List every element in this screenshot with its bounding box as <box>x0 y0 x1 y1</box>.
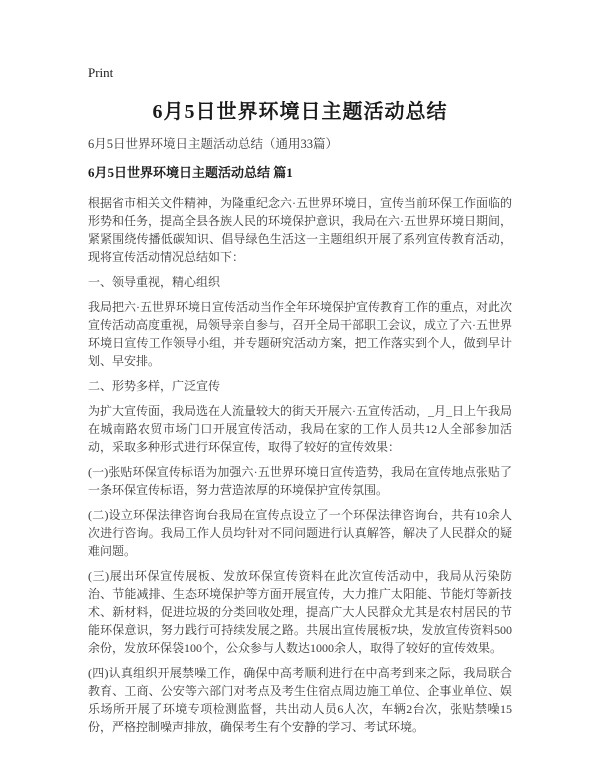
article-subtitle: 6月5日世界环境日主题活动总结（通用33篇） <box>88 137 339 151</box>
part-heading: 6月5日世界环境日主题活动总结 篇1 <box>88 165 293 180</box>
section-subheading: 一、领导重视，精心组织 <box>88 275 221 289</box>
page-title: 6月5日世界环境日主题活动总结 <box>152 101 448 123</box>
paragraph: 我局把六·五世界环境日宣传活动当作全年环境保护宣传教育工作的重点，对此次宣传活动高度重视，局领导亲自参与，召开全局干部职工会议，成立了六·五世界环境日宣传工作领导小组，并专题研究活动方案，把工作落实到个人，做到早计划、早安排。 <box>88 300 512 368</box>
article-body <box>88 194 512 736</box>
section-subheading: 二、形势多样，广泛宣传 <box>88 379 221 393</box>
paragraph: (二)设立环保法律咨询台我局在宣传点设立了一个环保法律咨询台，共有10余人次进行咨询。我局工作人员均针对不同问题进行认真解答，解决了人民群众的疑难问题。 <box>88 508 512 558</box>
paragraph: 根据省市相关文件精神，为隆重纪念六·五世界环境日，宣传当前环保工作面临的形势和任务，提高全县各族人民的环境保护意识，我局在六·五世界环境日期间，紧紧围绕传播低碳知识、倡导绿色生活这一主题组织开展了系列宣传教育活动，现将宣传活动情况总结如下： <box>88 196 512 264</box>
paragraph: (一)张贴环保宣传标语为加强六·五世界环境日宣传造势，我局在宣传地点张贴了一条环保宣传标语，努力营造浓厚的环境保护宣传氛围。 <box>88 465 512 497</box>
paragraph: (三)展出环保宣传展板、发放环保宣传资料在此次宣传活动中，我局从污染防治、节能减排、生态环境保护等方面开展宣传，大力推广太阳能、节能灯等新技术、新材料，促进垃圾的分类回收处理，提高广大人民群众尤其是农村居民的节能环保意识，努力践行可持续发展之路。共展出宣传展板7块，发放宣传资料500余份，发放环保袋100个，公众参与人数达1000余人，取得了较好的宣传效果。 <box>88 569 512 655</box>
paragraph: (四)认真组织开展禁噪工作，确保中高考顺利进行在中高考到来之际，我局联合教育、工商、公安等六部门对考点及考生住宿点周边施工单位、企事业单位、娱乐场所开展了环境专项检测监督，共出动人员6人次，车辆2台次，张贴禁噪15份，严格控制噪声排放，确保考生有个安静的学习、考试环境。 <box>88 666 512 734</box>
paragraph: 为扩大宣传面，我局选在人流量较大的街天开展六·五宣传活动，_月_日上午我局在城南路农贸市场门口开展宣传活动，我局在家的工作人员共12人全部参加活动，采取多种形式进行环保宣传，取得了较好的宣传效果： <box>88 404 512 454</box>
print-button[interactable]: Print <box>88 65 114 80</box>
